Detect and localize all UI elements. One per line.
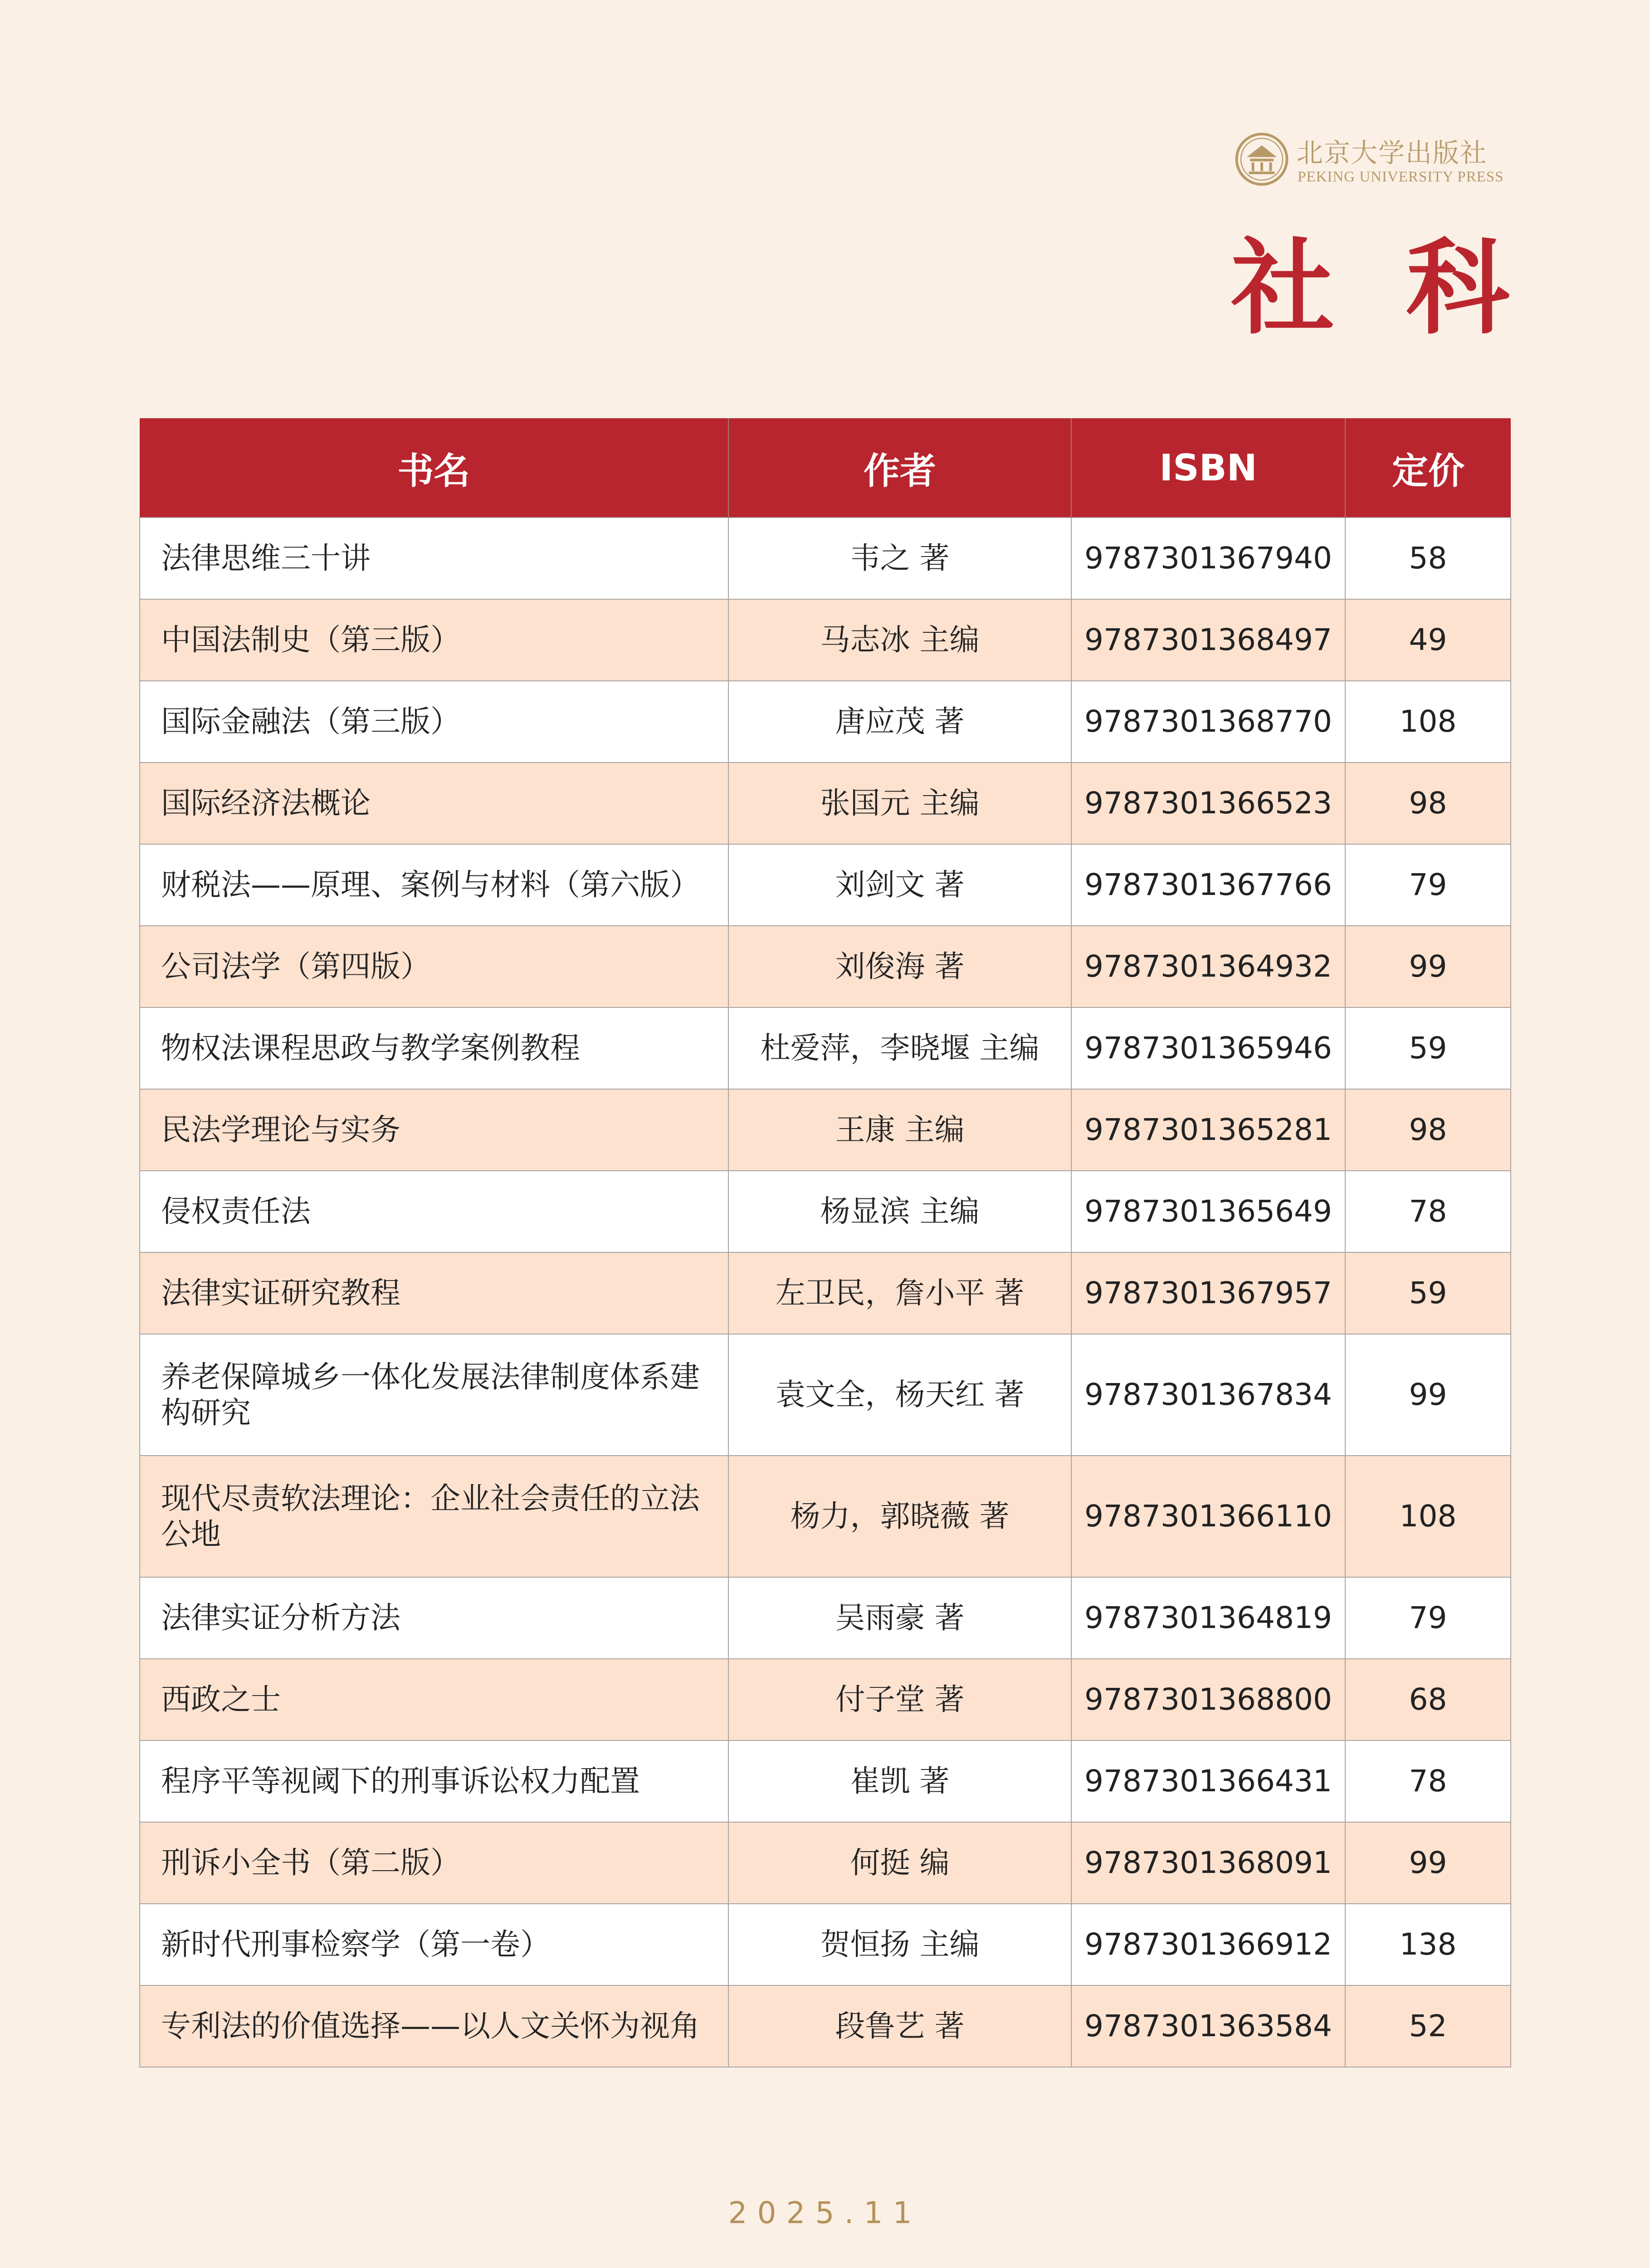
book-title: 新时代刑事检察学（第一卷） [140, 1904, 728, 1985]
pku-seal-icon [1235, 132, 1289, 186]
book-author: 杜爱萍，李晓堰 主编 [728, 1007, 1071, 1089]
header-author: 作者 [728, 418, 1071, 518]
category-title: 社科 [1231, 227, 1581, 348]
book-title: 专利法的价值选择——以人文关怀为视角 [140, 1985, 728, 2067]
book-price: 58 [1345, 518, 1511, 599]
table-row [140, 518, 1511, 599]
table-row [140, 599, 1511, 681]
issue-date: 2025.11 [728, 2195, 922, 2230]
book-title: 法律实证分析方法 [140, 1577, 728, 1659]
book-title: 养老保障城乡一体化发展法律制度体系建构研究 [140, 1334, 728, 1456]
table-row [140, 1007, 1511, 1089]
book-price: 78 [1345, 1740, 1511, 1822]
book-isbn: 9787301366912 [1071, 1904, 1345, 1985]
table-row [140, 1252, 1511, 1334]
publisher-logo [1235, 130, 1512, 189]
book-isbn: 9787301364819 [1071, 1577, 1345, 1659]
table-row [140, 1659, 1511, 1740]
table-header-row [140, 418, 1511, 518]
book-author: 唐应茂 著 [728, 681, 1071, 763]
book-author: 段鲁艺 著 [728, 1985, 1071, 2067]
table-row [140, 1456, 1511, 1577]
book-price: 52 [1345, 1985, 1511, 2067]
book-price: 59 [1345, 1007, 1511, 1089]
book-price: 99 [1345, 926, 1511, 1007]
table-row [140, 844, 1511, 926]
book-author: 付子堂 著 [728, 1659, 1071, 1740]
book-isbn: 9787301366431 [1071, 1740, 1345, 1822]
book-price: 98 [1345, 763, 1511, 844]
book-price: 59 [1345, 1252, 1511, 1334]
book-title: 西政之士 [140, 1659, 728, 1740]
table-row [140, 1089, 1511, 1171]
table-row [140, 1577, 1511, 1659]
table-row [140, 1334, 1511, 1456]
book-price: 138 [1345, 1904, 1511, 1985]
book-isbn: 9787301367957 [1071, 1252, 1345, 1334]
book-isbn: 9787301367940 [1071, 518, 1345, 599]
book-isbn: 9787301363584 [1071, 1985, 1345, 2067]
table-row [140, 681, 1511, 763]
table-row [140, 926, 1511, 1007]
header-price: 定价 [1345, 418, 1511, 518]
book-title: 物权法课程思政与教学案例教程 [140, 1007, 728, 1089]
book-isbn: 9787301365281 [1071, 1089, 1345, 1171]
book-author: 何挺 编 [728, 1822, 1071, 1904]
book-price: 79 [1345, 844, 1511, 926]
book-price: 68 [1345, 1659, 1511, 1740]
table-row [140, 1171, 1511, 1252]
book-author: 马志冰 主编 [728, 599, 1071, 681]
book-price: 108 [1345, 1456, 1511, 1577]
book-isbn: 9787301366523 [1071, 763, 1345, 844]
book-title: 法律思维三十讲 [140, 518, 728, 599]
book-title: 中国法制史（第三版） [140, 599, 728, 681]
book-title: 财税法——原理、案例与材料（第六版） [140, 844, 728, 926]
book-title: 刑诉小全书（第二版） [140, 1822, 728, 1904]
book-author: 张国元 主编 [728, 763, 1071, 844]
table-row [140, 1985, 1511, 2067]
book-title: 侵权责任法 [140, 1171, 728, 1252]
book-isbn: 9787301367766 [1071, 844, 1345, 926]
book-author: 贺恒扬 主编 [728, 1904, 1071, 1985]
book-author: 刘俊海 著 [728, 926, 1071, 1007]
publisher-name-en: PEKING UNIVERSITY PRESS [1298, 169, 1504, 185]
book-isbn: 9787301368770 [1071, 681, 1345, 763]
header-isbn: ISBN [1071, 418, 1345, 518]
book-price: 99 [1345, 1334, 1511, 1456]
book-table [139, 418, 1511, 2068]
header-title: 书名 [140, 418, 728, 518]
table-row [140, 763, 1511, 844]
book-isbn: 9787301368091 [1071, 1822, 1345, 1904]
book-title: 民法学理论与实务 [140, 1089, 728, 1171]
book-author: 王康 主编 [728, 1089, 1071, 1171]
book-isbn: 9787301365946 [1071, 1007, 1345, 1089]
book-isbn: 9787301366110 [1071, 1456, 1345, 1577]
book-author: 刘剑文 著 [728, 844, 1071, 926]
book-title: 现代尽责软法理论：企业社会责任的立法公地 [140, 1456, 728, 1577]
book-price: 108 [1345, 681, 1511, 763]
book-title: 法律实证研究教程 [140, 1252, 728, 1334]
book-author: 杨显滨 主编 [728, 1171, 1071, 1252]
book-price: 78 [1345, 1171, 1511, 1252]
book-author: 左卫民，詹小平 著 [728, 1252, 1071, 1334]
book-isbn: 9787301364932 [1071, 926, 1345, 1007]
book-price: 99 [1345, 1822, 1511, 1904]
table-row [140, 1822, 1511, 1904]
book-title: 国际经济法概论 [140, 763, 728, 844]
book-title: 程序平等视阈下的刑事诉讼权力配置 [140, 1740, 728, 1822]
book-price: 98 [1345, 1089, 1511, 1171]
book-isbn: 9787301365649 [1071, 1171, 1345, 1252]
book-title: 国际金融法（第三版） [140, 681, 728, 763]
book-author: 杨力，郭晓薇 著 [728, 1456, 1071, 1577]
book-isbn: 9787301367834 [1071, 1334, 1345, 1456]
publisher-name-cn: 北京大学出版社 [1297, 137, 1488, 168]
book-price: 49 [1345, 599, 1511, 681]
book-author: 吴雨豪 著 [728, 1577, 1071, 1659]
table-row [140, 1904, 1511, 1985]
book-isbn: 9787301368497 [1071, 599, 1345, 681]
table-row [140, 1740, 1511, 1822]
book-price: 79 [1345, 1577, 1511, 1659]
book-author: 韦之 著 [728, 518, 1071, 599]
book-author: 崔凯 著 [728, 1740, 1071, 1822]
book-title: 公司法学（第四版） [140, 926, 728, 1007]
book-isbn: 9787301368800 [1071, 1659, 1345, 1740]
book-author: 袁文全，杨天红 著 [728, 1334, 1071, 1456]
